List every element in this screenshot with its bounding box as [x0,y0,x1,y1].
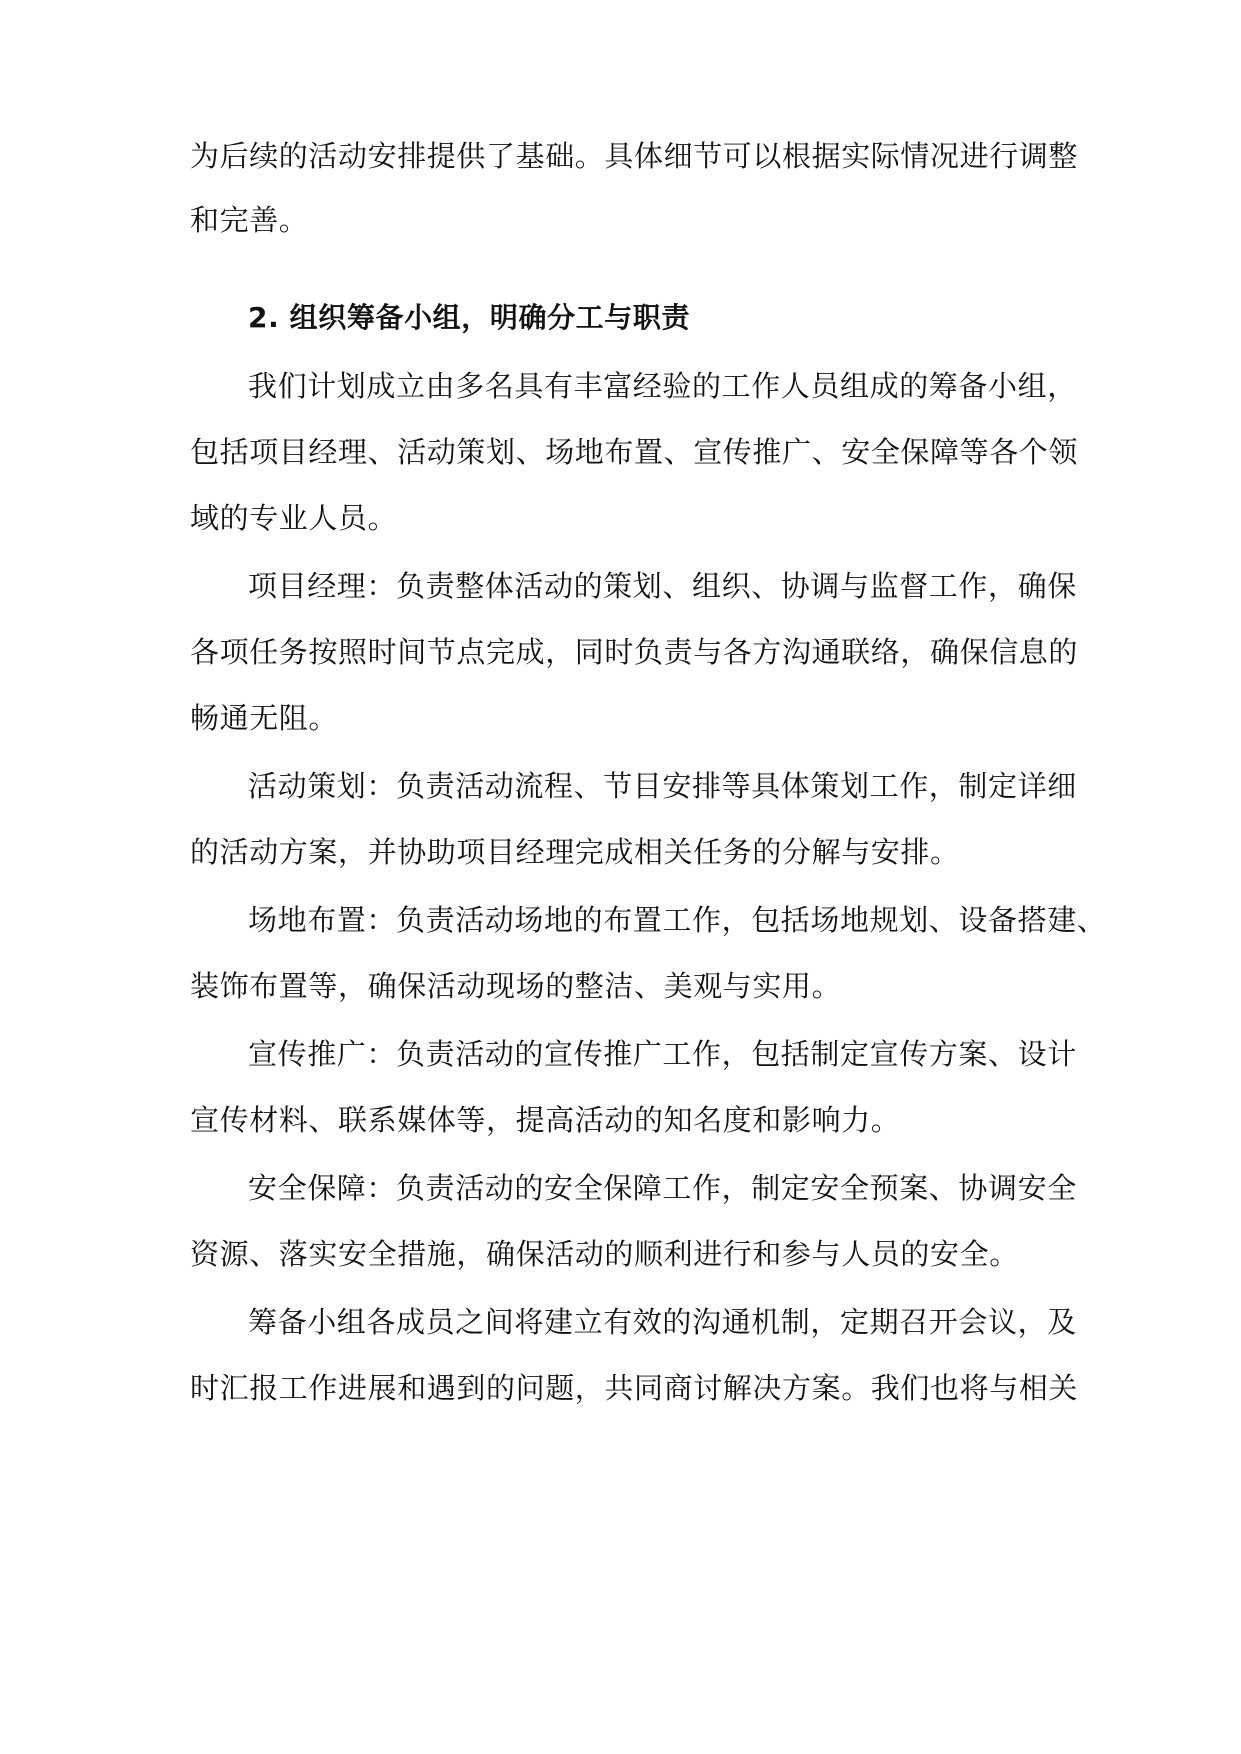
paragraph-line: 为后续的活动安排提供了基础。具体细节可以根据实际情况进行调整 [190,139,1079,173]
paragraph-line: 各项任务按照时间节点完成，同时负责与各方沟通联络，确保信息的 [190,635,1079,669]
paragraph-line: 项目经理：负责整体活动的策划、组织、协调与监督工作，确保 [248,569,1077,603]
paragraph-line: 活动策划：负责活动流程、节目安排等具体策划工作，制定详细 [248,769,1077,803]
paragraph-line: 域的专业人员。 [190,501,398,535]
paragraph-line: 我们计划成立由多名具有丰富经验的工作人员组成的筹备小组， [248,369,1077,403]
paragraph-line: 畅通无阻。 [190,701,339,735]
paragraph-line: 场地布置：负责活动场地的布置工作，包括场地规划、设备搭建、 [248,903,1107,937]
paragraph-line: 筹备小组各成员之间将建立有效的沟通机制，定期召开会议，及 [248,1305,1077,1339]
paragraph-line: 资源、落实安全措施，确保活动的顺利进行和参与人员的安全。 [190,1237,1019,1271]
paragraph-line: 宣传材料、联系媒体等，提高活动的知名度和影响力。 [190,1103,901,1137]
paragraph-line: 时汇报工作进展和遇到的问题，共同商讨解决方案。我们也将与相关 [190,1371,1079,1405]
paragraph-line: 包括项目经理、活动策划、场地布置、宣传推广、安全保障等各个领 [190,435,1079,469]
paragraph-line: 宣传推广：负责活动的宣传推广工作，包括制定宣传方案、设计 [248,1037,1077,1071]
section-heading: 2. 组织筹备小组，明确分工与职责 [248,301,691,334]
paragraph-line: 装饰布置等，确保活动现场的整洁、美观与实用。 [190,969,842,1003]
paragraph-line: 安全保障：负责活动的安全保障工作，制定安全预案、协调安全 [248,1171,1077,1205]
paragraph-line: 和完善。 [190,203,309,237]
paragraph-line: 的活动方案，并协助项目经理完成相关任务的分解与安排。 [190,835,960,869]
